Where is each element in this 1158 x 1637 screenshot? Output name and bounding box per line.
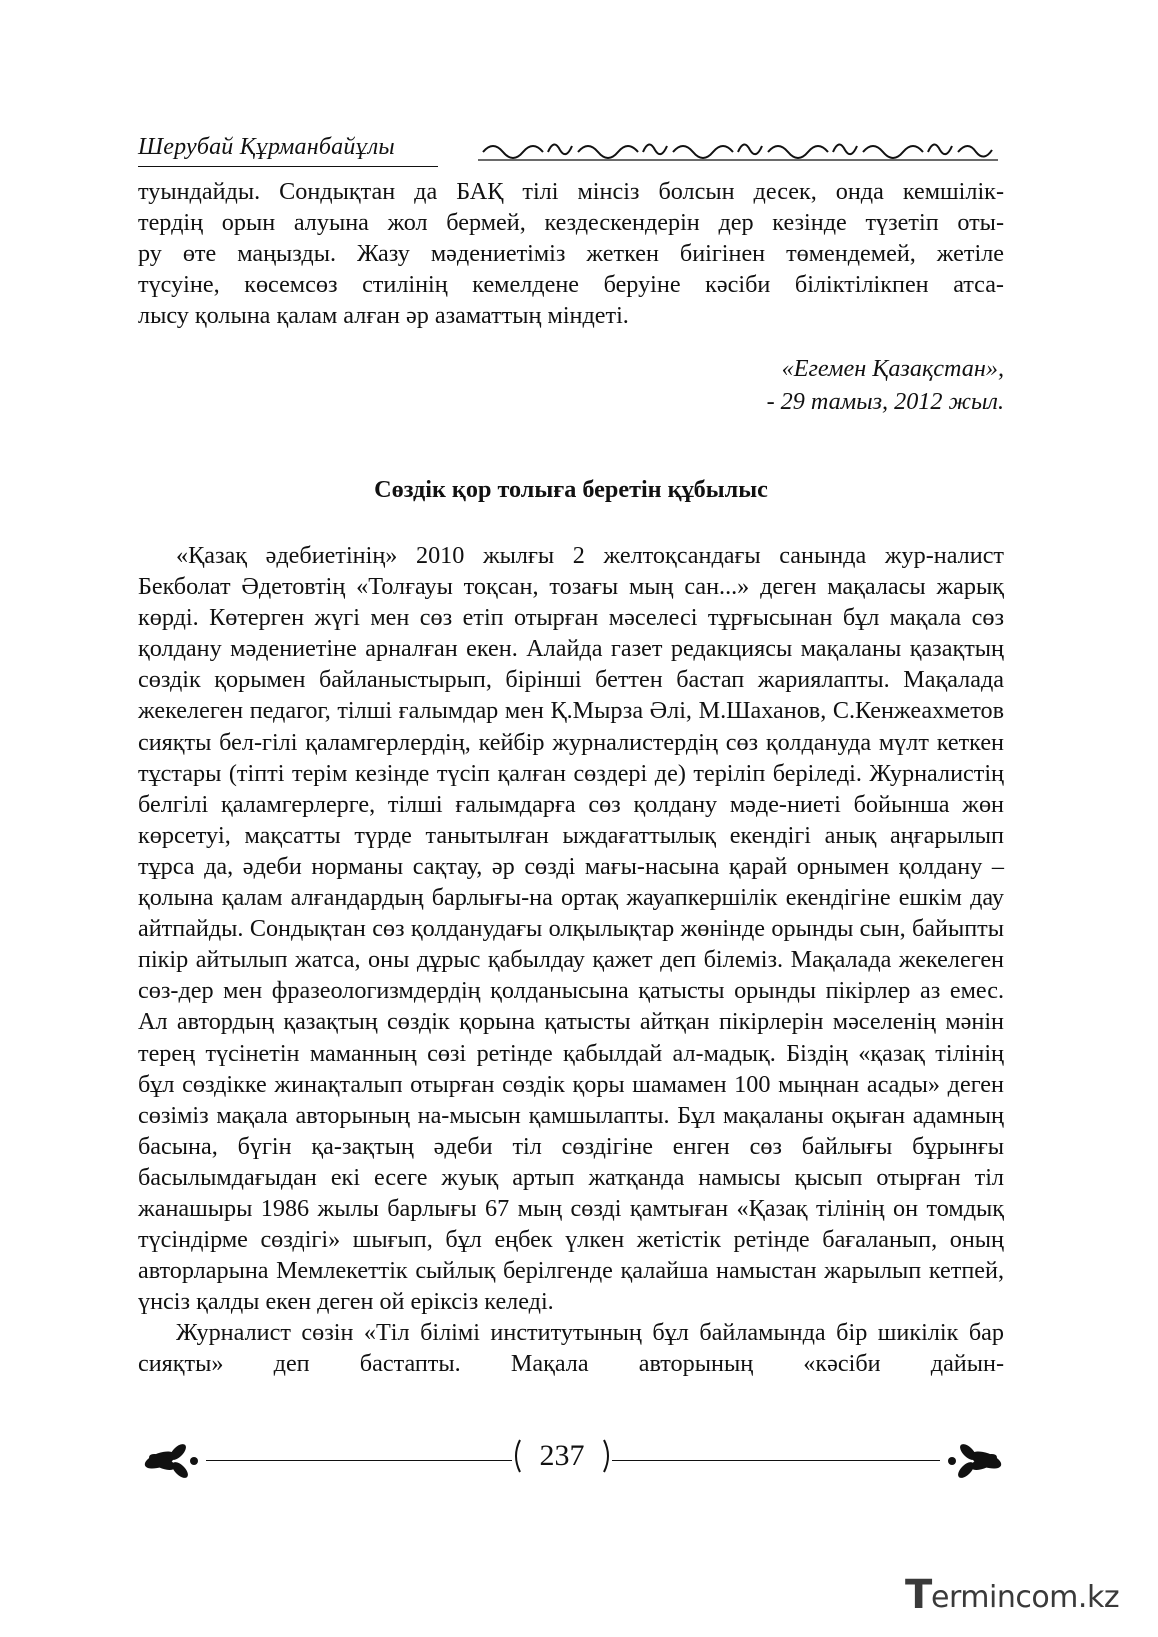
body-paragraph: Журналист сөзін «Тіл білімі институтының бұл байламында бір шикілік бар сияқты» деп бастапты. Мақала авторының «кәсіби дайын- (138, 1319, 1004, 1378)
source-newspaper: «Егемен Қазақстан», (781, 355, 1004, 382)
page-footer (138, 1430, 1008, 1490)
header-ornament-icon (478, 130, 998, 170)
text-line: тердің орын алуына жол бермей, кездескендерін дер кезінде түзетіп оты- (138, 209, 1004, 237)
continuation-paragraph (138, 176, 1004, 331)
watermark-logo (905, 1572, 1125, 1622)
source-attribution (600, 352, 1004, 418)
page-number: 237 (539, 1439, 585, 1472)
source-date: - 29 тамыз, 2012 жыл. (766, 388, 1004, 415)
section-title: Сөздік қор толыға беретін құбылыс (374, 476, 768, 503)
footer-rule-left (206, 1460, 512, 1461)
watermark-initial: T (905, 1572, 932, 1618)
article-body (138, 540, 1004, 1380)
running-head-author: Шерубай Құрманбайұлы (138, 134, 395, 160)
running-head (138, 130, 1008, 170)
body-paragraph: «Қазақ әдебиетінің» 2010 жылғы 2 желтоқсандағы санында жур-налист Бекболат Әдетовтің «Толғауы тоқсан, тозағы мың сан...» деген мақаласы жарық көрді. Көтерген жүгі мен сөз етіп отырған мәселесі тұрғысынан бұл мақала сөз қолдану мәдениетіне арналған екен. Алайда газет редакциясы мақаланы қазақтың сөздік қорымен байланыстырып, бірінші беттен бастап жариялапты. Мақалада жекелеген педагог, тілші ғалымдар мен Қ.Мырза Әлі, М.Шаханов, С.Кенжеахметов сияқты бел-гілі қаламгерлердің, кейбір журналистердің сөз қолдануда мүлт кеткен тұстары (тіпті терім кезінде түсіп қалған сөздері де) теріліп беріледі. Журналистің белгілі қаламгерлерге, тілші ғалымдарға сөз қолдану мәде-ниеті бойынша жөн көрсетуі, мақсатты түрде танытылған ыждағаттылық екендігі анық аңғарылып тұрса да, әдеби норманы сақтау, әр сөзді мағы-насына қарай орнымен қолдану – қолына қалам алғандардың барлығы-на ортақ жауапкершілік екендігіне ешкім дау айтпайды. Сондықтан сөз қолданудағы олқылықтар жөнінде орынды сын, байыпты пікір айтылып жатса, оны дұрыс қабылдау қажет деп білеміз. Мақалада жекелеген сөз-дер мен фразеологизмдердің қолданысына қатысты орынды пікірлер аз емес. Ал автордың қазақтың сөздік қорына қатысты айтқан пікірлерін мәселенің мәнін терең түсінетін маманның сөзі ретінде қабылдай ал-мадық. Біздің «қазақ тілінің бұл сөздікке жинақталып отырған сөздік қоры шамамен 100 мыңнан асады» деген сөзіміз мақала авторының на-мысын қамшылапты. Бұл мақаланы оқыған адамның басына, бүгін қа-зақтың әдеби тіл сөздігіне енген сөз байлығы бұрынғы басылымдағыдан екі есеге жуық артып жатқанда намысы қысып отырған тіл жанашыры 1986 жылы барлығы 67 мың сөзді қамтыған «Қазақ тілінің он томдық түсіндірме сөздігі» шығып, бұл еңбек үлкен жетістік ретінде бағаланып, оның авторларына Мемлекеттік сыйлық берілгенде қалайша намыстан жарылып кетпей, үнсіз қалды екен деген ой еріксіз келеді. (138, 542, 1004, 1316)
watermark-text: ermincom.kz (931, 1580, 1120, 1615)
text-line: лысу қолына қалам алған әр азаматтың міндеті. (138, 302, 629, 330)
left-leaf-ornament-icon (138, 1432, 206, 1488)
right-leaf-ornament-icon (940, 1432, 1008, 1488)
text-line: түсуіне, көсемсөз стилінің кемелдене беруіне кәсіби біліктілікпен атса- (138, 271, 1004, 299)
footer-rule-right (612, 1460, 940, 1461)
text-line: туындайды. Сондықтан да БАҚ тілі мінсіз болсын десек, онда кемшілік- (138, 178, 1004, 205)
text-line: ру өте маңызды. Жазу мәдениетіміз жеткен биігінен төмендемей, жетіле (138, 240, 1004, 268)
header-rule (138, 166, 438, 167)
